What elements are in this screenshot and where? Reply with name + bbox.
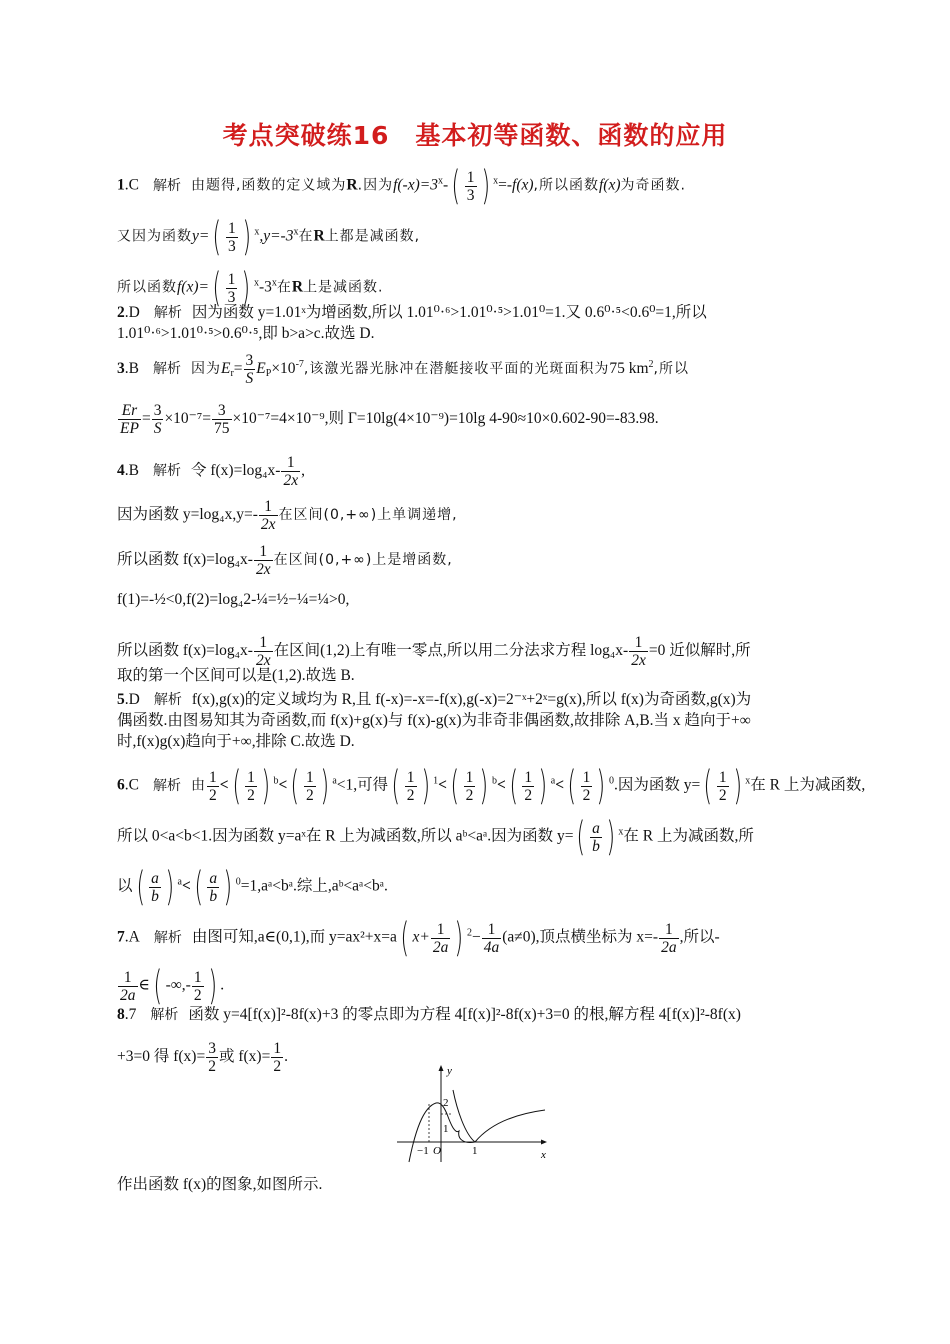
fraction: $\frac{3}{75}$ bbox=[214, 402, 230, 437]
y-axis-label: y bbox=[447, 1065, 452, 1077]
curve-right bbox=[475, 1110, 545, 1142]
curve-peak bbox=[453, 1090, 475, 1142]
q4-line-1: 4.B 解析 令 f(x)=log₄x- $\frac{1}{2x}$ , bbox=[117, 454, 305, 489]
answer: .C bbox=[124, 776, 139, 794]
answer: .B bbox=[124, 462, 139, 480]
q5-line-1: 5.D 解析 f(x),g(x)的定义域均为 R,且 f(-x)=-x=-f(x),g(-x)=2⁻ˣ+2ˣ=g(x),所以 f(x)为奇函数,g(x)为 bbox=[117, 691, 752, 708]
analysis-label: 解析 bbox=[152, 361, 181, 378]
q3-line-1: 3.B 解析 因为$E_r=$ $\frac{3}{S}$ $E_P\times 10^{-7}$,该激光器光脉冲在潜艇接收平面的光斑面积为75 $km^2$,所以 bbox=[117, 352, 689, 387]
q5-line-3: 时,f(x)g(x)趋向于+∞,排除 C.故选 D. bbox=[117, 733, 355, 750]
x-axis-arrow bbox=[541, 1140, 547, 1145]
analysis-label: 解析 bbox=[152, 777, 181, 794]
q2-line-1: 2.D 解析 因为函数 y=1.01ˣ为增函数,所以 1.01⁰·⁶>1.01⁰·⁵>1.01⁰=1.又 0.6⁰·⁵<0.6⁰=1,所以 bbox=[117, 304, 707, 321]
fraction: $\frac{3}{S}$ bbox=[245, 352, 254, 387]
fraction: $\frac{1}{2x}$ bbox=[631, 634, 646, 669]
analysis-label: 解析 bbox=[152, 463, 181, 480]
q6-line-2: 所以 0<a<b<1.因为函数 y=aˣ在 R 上为减函数,所以 aᵇ<aᵃ.因为函数 y=( $\frac{a}{b}$ ) $^x$在 R 上为减函数,所 bbox=[117, 814, 754, 860]
question-number: 7 bbox=[117, 928, 125, 946]
answer: .A bbox=[124, 928, 140, 946]
answer: .D bbox=[124, 691, 140, 708]
q8-line-3: 作出函数 f(x)的图象,如图所示. bbox=[117, 1176, 323, 1193]
q4-line-4: f(1)=-½<0,f(2)=log₄2-¼=½−¼=¼>0, bbox=[117, 591, 350, 608]
answer: .D bbox=[124, 304, 140, 321]
fraction: $\frac{1}{2x}$ bbox=[255, 634, 271, 669]
question-number: 1 bbox=[117, 176, 125, 194]
question-number: 8 bbox=[117, 1006, 125, 1023]
fraction: $\frac{1}{3}$ bbox=[227, 219, 236, 255]
fraction: $\frac{1}{3}$ bbox=[466, 168, 475, 204]
q1-line-1: 1.C 解析 由题得,函数的定义域为R.因为$f(-x)=3^x-$( $\frac{1}{3}$ ) $^x$=-f(x),所以函数f(x)为奇函数. bbox=[117, 163, 686, 209]
answer: .C bbox=[124, 176, 139, 194]
analysis-label: 解析 bbox=[153, 692, 182, 708]
x-axis-label: x bbox=[541, 1149, 546, 1161]
analysis-label: 解析 bbox=[150, 1007, 179, 1023]
q6-line-1: 6.C 解析 由 $\frac{1}{2}$ <( $\frac{1}{2}$ ) $^b$<( $\frac{1}{2}$ ) $^a$<1,可得( $\frac{1}{2}$ ) $^1$<( $\frac{1}{2}$ ) $^b$<( $\frac{1}{2}$ ) $^a$<( $\frac{1}{2}$ ) $^0$.因为函数 y=( $\frac{1}{2}$ ) $^x$在 R 上为减函数, bbox=[117, 763, 866, 809]
origin-label: O bbox=[433, 1145, 441, 1157]
q4-line-6: 取的第一个区间可以是(1,2).故选 B. bbox=[117, 667, 355, 684]
fraction: $\frac{1}{3}$ bbox=[227, 270, 236, 306]
question-number: 2 bbox=[117, 304, 125, 321]
analysis-label: 解析 bbox=[153, 929, 182, 946]
answer: .B bbox=[124, 360, 139, 378]
q7-line-2: $\frac{1}{2a}$ ∈( -∞,- $\frac{1}{2}$ ) . bbox=[120, 963, 225, 1009]
y-axis-arrow bbox=[439, 1065, 444, 1071]
analysis-label: 解析 bbox=[153, 305, 182, 321]
q8-line-2: +3=0 得 f(x)= $\frac{3}{2}$ 或 f(x)= $\frac{1}{2}$ . bbox=[117, 1040, 288, 1075]
fraction: $\frac{1}{2x}$ bbox=[255, 543, 271, 578]
tick-x1: 1 bbox=[472, 1145, 478, 1157]
q2-line-2: 1.01⁰·⁶>1.01⁰·⁵>0.6⁰·⁵,即 b>a>c.故选 D. bbox=[117, 325, 375, 342]
question-number: 6 bbox=[117, 776, 125, 794]
q1-line-2: 又因为函数y=( $\frac{1}{3}$ ) $^x,y=-3^x$在R上都是减函数, bbox=[117, 214, 421, 260]
question-number: 5 bbox=[117, 691, 125, 708]
fraction: $\frac{1}{2x}$ bbox=[283, 454, 299, 489]
page-title: 考点突破练16 基本初等函数、函数的应用 bbox=[222, 121, 728, 150]
tick-neg1: −1 bbox=[417, 1145, 429, 1157]
fraction: $\frac{3}{S}$ bbox=[153, 402, 162, 437]
q6-line-3: 以( $\frac{a}{b}$ ) $^a$<( $\frac{a}{b}$ ) $^0$=1,aᵃ<bᵃ.综上,aᵇ<aᵃ<bᵃ. bbox=[117, 864, 388, 910]
q4-line-5: 所以函数 f(x)=log₄x- $\frac{1}{2x}$ 在区间(1,2)上有唯一零点,所以用二分法求方程 log₄x- $\frac{1}{2x}$ =0 近似解时,所 bbox=[117, 634, 751, 669]
function-graph bbox=[395, 1062, 555, 1164]
question-number: 3 bbox=[117, 360, 125, 378]
fraction: $\frac{1}{2x}$ bbox=[260, 498, 276, 533]
fraction: $\frac{Er}{EP}$ bbox=[120, 402, 139, 437]
q1-line-3: 所以函数f(x)=( $\frac{1}{3}$ ) $^x$-3$^x$在R上是减函数. bbox=[117, 265, 384, 311]
q5-line-2: 偶函数.由图易知其为奇函数,而 f(x)+g(x)与 f(x)-g(x)为非奇非偶函数,故排除 A,B.当 x 趋向于+∞ bbox=[117, 712, 751, 729]
q4-line-3: 所以函数 f(x)=log₄x- $\frac{1}{2x}$ 在区间(0,+∞)上是增函数, bbox=[117, 543, 453, 578]
q3-line-2: $\frac{Er}{EP}$ = $\frac{3}{S}$ ×10⁻⁷= $\frac{3}{75}$ ×10⁻⁷=4×10⁻⁹,则 Γ=10lg(4×10⁻⁹)=10lg 4-90≈10×0.602-90=-83.98. bbox=[120, 402, 659, 437]
q4-line-2: 因为函数 y=log₄x,y=- $\frac{1}{2x}$ 在区间(0,+∞)上单调递增, bbox=[117, 498, 458, 533]
tick-1: 1 bbox=[443, 1123, 449, 1135]
q7-line-1: 7.A 解析 由图可知,a∈(0,1),而 y=ax²+x=a( x+ $\frac{1}{2a}$ ) $^2$− $\frac{1}{4a}$ (a≠0),顶点横坐标为 x=- $\frac{1}{2a}$ ,所以- bbox=[117, 915, 720, 961]
answer: .7 bbox=[124, 1006, 137, 1023]
tick-2: 2 bbox=[443, 1097, 449, 1109]
q8-line-1: 8.7 解析 函数 y=4[f(x)]²-8f(x)+3 的零点即为方程 4[f(x)]²-8f(x)+3=0 的根,解方程 4[f(x)]²-8f(x) bbox=[117, 1006, 741, 1023]
question-number: 4 bbox=[117, 462, 125, 480]
analysis-label: 解析 bbox=[152, 177, 181, 194]
